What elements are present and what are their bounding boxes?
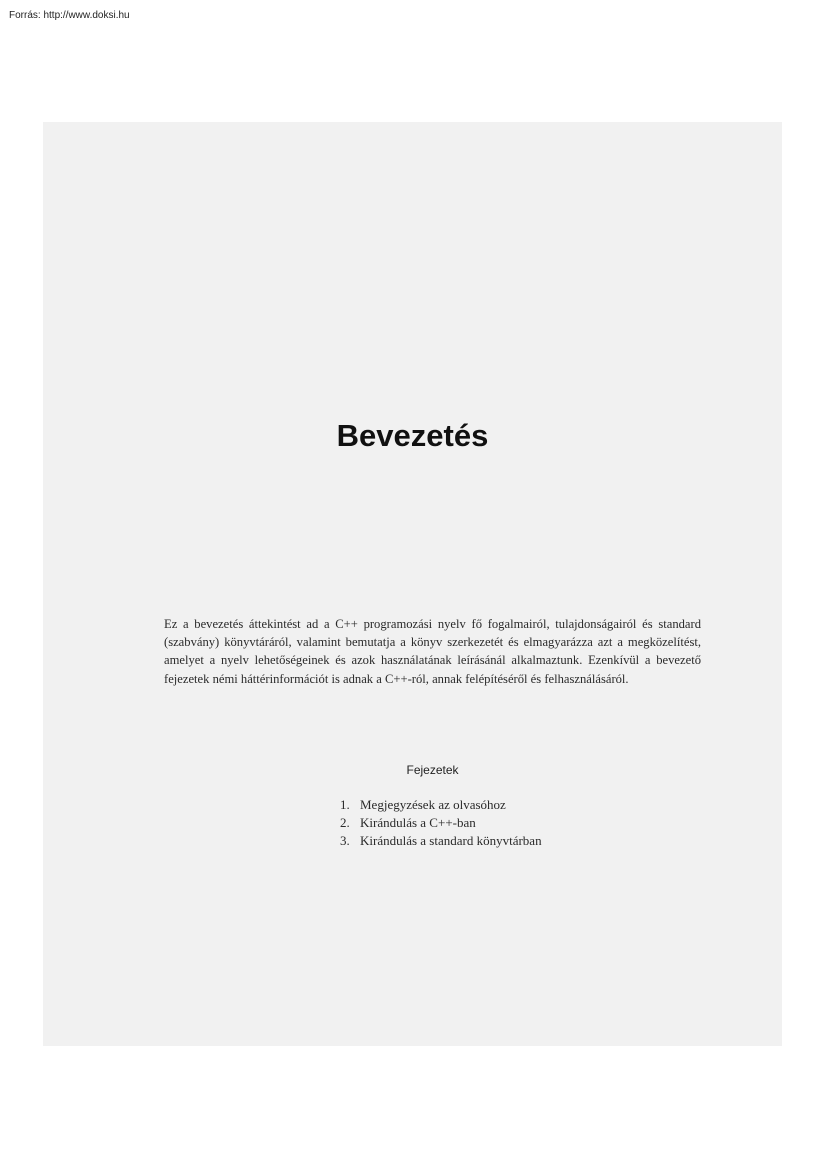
chapter-label: Megjegyzések az olvasóhoz bbox=[360, 797, 506, 812]
chapters-list bbox=[340, 796, 542, 851]
chapter-item bbox=[340, 814, 542, 832]
chapter-label: Kirándulás a C++-ban bbox=[360, 815, 476, 831]
source-line: Forrás: http://www.doksi.hu bbox=[9, 10, 130, 21]
chapter-item bbox=[340, 832, 542, 850]
intro-paragraph: Ez a bevezetés áttekintést ad a C++ programozási nyelv fő fogalmairól, tulajdonságairól és standard (szabvány) könyvtáráról, valamint bemutatja a könyv szerkezetét és elmagyarázza azt a megközelítést, amelyet a nyelv lehetőségeinek és azok használatának leírásánál alkalmaztunk. Ezenkívül a bevezető fejezetek némi háttérinformációt is adnak a C++-ról, annak felépítéséről és felhasználásáról. bbox=[164, 617, 701, 686]
chapter-item bbox=[340, 796, 542, 814]
page-panel bbox=[43, 122, 782, 1046]
chapter-number: 2. bbox=[340, 815, 350, 831]
page-title: Bevezetés bbox=[336, 418, 489, 453]
chapter-number: 3. bbox=[340, 833, 350, 849]
chapters-heading: Fejezetek bbox=[406, 763, 459, 777]
chapter-number: 1. bbox=[340, 797, 350, 812]
chapter-label: Kirándulás a standard könyvtárban bbox=[360, 833, 542, 849]
